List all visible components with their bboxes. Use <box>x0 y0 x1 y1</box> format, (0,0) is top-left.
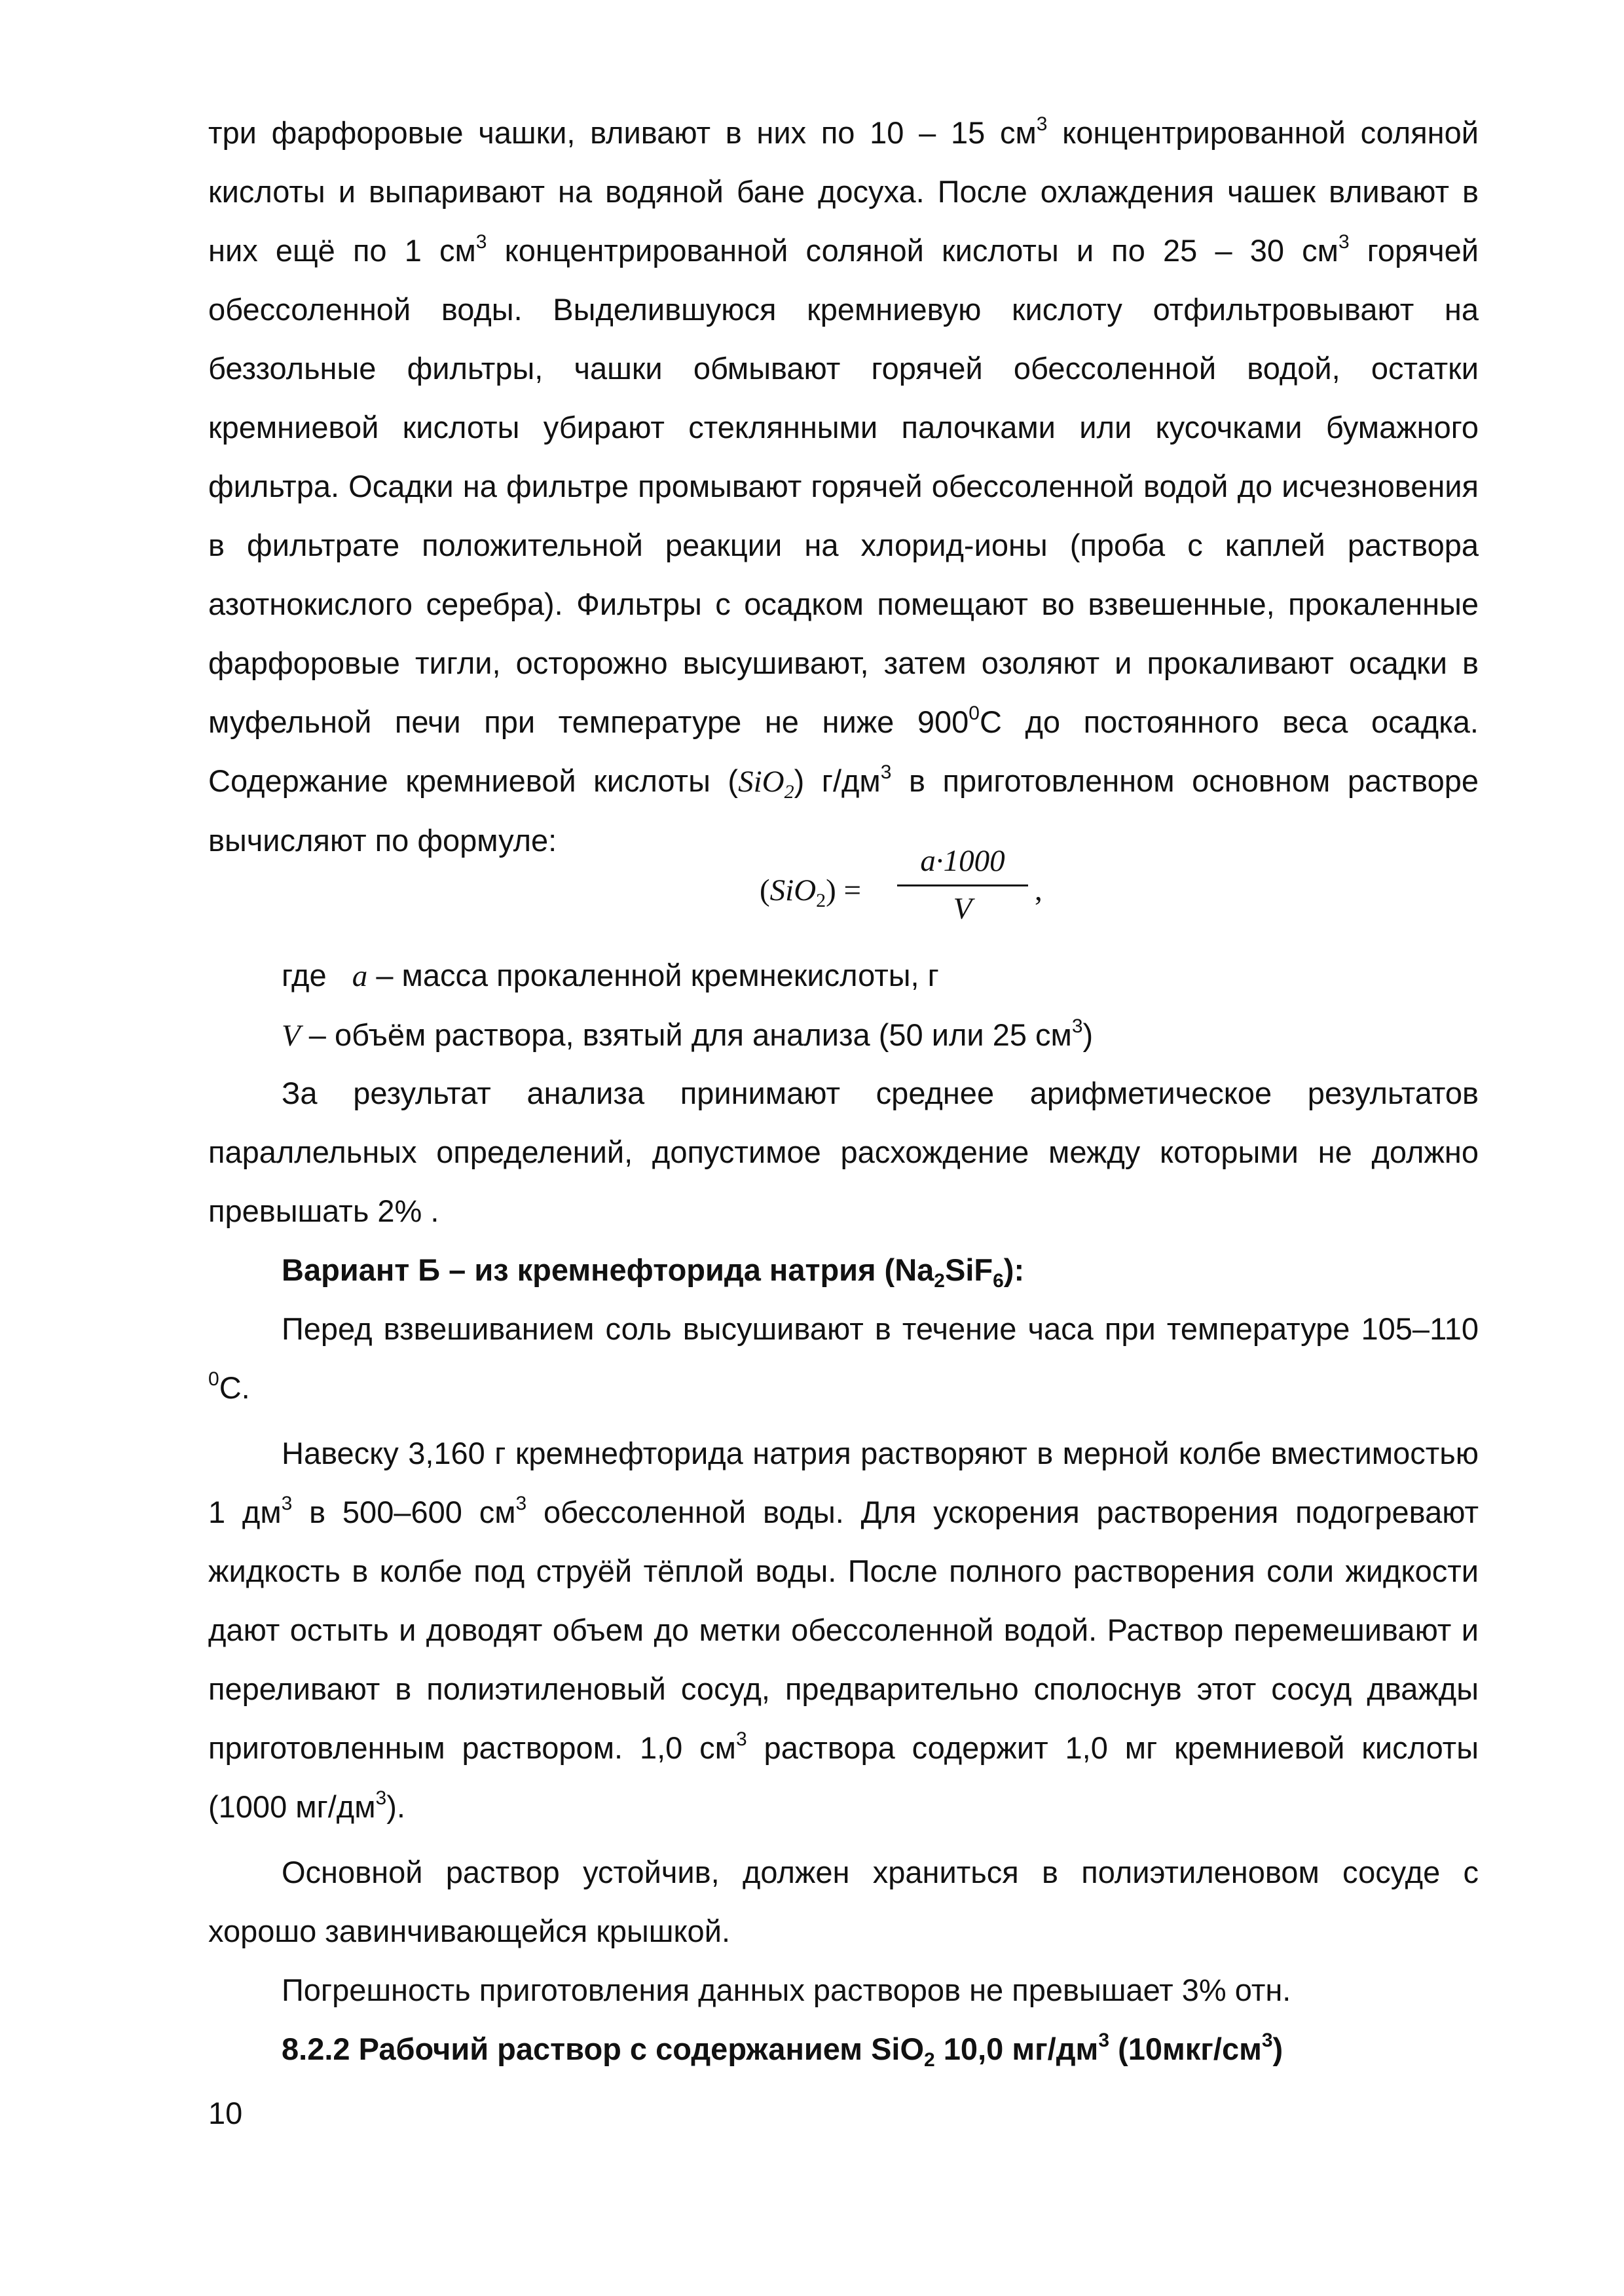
text-run: в приготовленном основном растворе вычисляют по формуле: <box>208 763 1479 858</box>
formula-numerator: a·1000 <box>920 844 1005 878</box>
text-run: концентрированной соляной кислоты и выпаривают на водяной бане досуха. После охлаждения чашек вливают в них ещё по 1 см <box>208 115 1479 268</box>
paragraph-result: За результат анализа принимают среднее арифметическое результатов параллельных определений, допустимое расхождение между которыми не должно превышать 2% . <box>208 1076 1479 1228</box>
formula-fraction <box>897 841 1028 928</box>
text-run: С до постоянного веса осадка. Содержание кремниевой кислоты ( <box>208 704 1479 798</box>
symbol-a: a <box>352 959 368 993</box>
paragraph-drying: Перед взвешиванием соль высушивают в течение часа при температуре 105–110 $^0$С. <box>208 1311 1479 1405</box>
text-run: горячей обессоленной воды. Выделившуюся кремниевую кислоту отфильтровывают на беззольные фильтры, чашки обмывают горячей обессоленной водой, остатки кремниевой кислоты убирают стеклянными палочками или кусочками бумажного фильтра. Осадки на фильтре промывают горячей обессоленной водой до исчезновения в фильтрате положительной реакции на хлорид-ионы (проба с каплей раствора азотнокислого серебра). Фильтры с осадком помещают во взвешенные, прокаленные фарфоровые тигли, осторожно высушивают, затем озоляют и прокаливают осадки в муфельной печи при температуре не ниже 900 <box>208 233 1479 739</box>
page-number: 10 <box>208 2096 243 2130</box>
paragraph-error: Погрешность приготовления данных растворов не превышает 3% отн. <box>282 1973 1291 2007</box>
where-v-line: V – объём раствора, взятый для анализа (50 или 25 $см^3$) <box>282 1015 1094 1053</box>
formula-lhs: (SiO$_2$) = <box>760 873 862 911</box>
where-a-line: где a – масса прокаленной кремнекислоты, г <box>282 958 939 993</box>
symbol-v: V <box>282 1019 301 1053</box>
formula-comma: , <box>1035 873 1043 907</box>
text-run: ) г/дм <box>794 763 881 798</box>
paragraph-procedure <box>208 103 1479 870</box>
paragraph-weighing: Навеску 3,160 г кремнефторида натрия растворяют в мерной колбе вместимостью 1 $дм^3$ в 500–600 $см^3$ обессоленной воды. Для ускорения растворения подогревают жидкость в колбе под струёй тёплой воды. После полного растворения соли жидкости дают остыть и доводят объем до метки обессоленной водой. Раствор перемешивают и переливают в полиэтиленовый сосуд, предварительно сполоснув этот сосуд дважды приготовленным раствором. 1,0 $см^3$ раствора содержит 1,0 мг кремниевой кислоты (1000 $мг/дм^3$). <box>208 1436 1479 1824</box>
subscript: 2 <box>784 781 794 803</box>
section-heading-8-2-2: 8.2.2 Рабочий раствор с содержанием SiO$_2$ 10,0 $мг/дм^3$ $(10мкг/см^3)$ <box>282 2030 1283 2071</box>
formula-sio2 <box>760 841 1087 933</box>
text-run: три фарфоровые чашки, вливают в них по 10 – 15 см <box>208 115 1037 150</box>
text-run: концентрированной соляной кислоты и по 25 – 30 см <box>487 233 1338 268</box>
text-block-top <box>208 103 1479 870</box>
formula-inline-sio: SiO <box>738 765 784 799</box>
superscript: 3 <box>1338 231 1350 253</box>
formula-denominator: V <box>953 892 972 926</box>
superscript: 3 <box>475 231 487 253</box>
superscript: 0 <box>969 702 980 724</box>
text-block-bottom <box>208 1064 1479 2079</box>
where-block <box>208 946 1479 1065</box>
paragraph-storage: Основной раствор устойчив, должен храниться в полиэтиленовом сосуде с хорошо завинчивающейся крышкой. <box>208 1855 1479 1948</box>
fraction-bar <box>897 884 1028 886</box>
superscript: 3 <box>1036 113 1048 135</box>
superscript: 3 <box>880 761 892 783</box>
variant-b-heading: Вариант Б – из кремнефторида натрия $(Na_2SiF_6)$: <box>282 1252 1025 1292</box>
